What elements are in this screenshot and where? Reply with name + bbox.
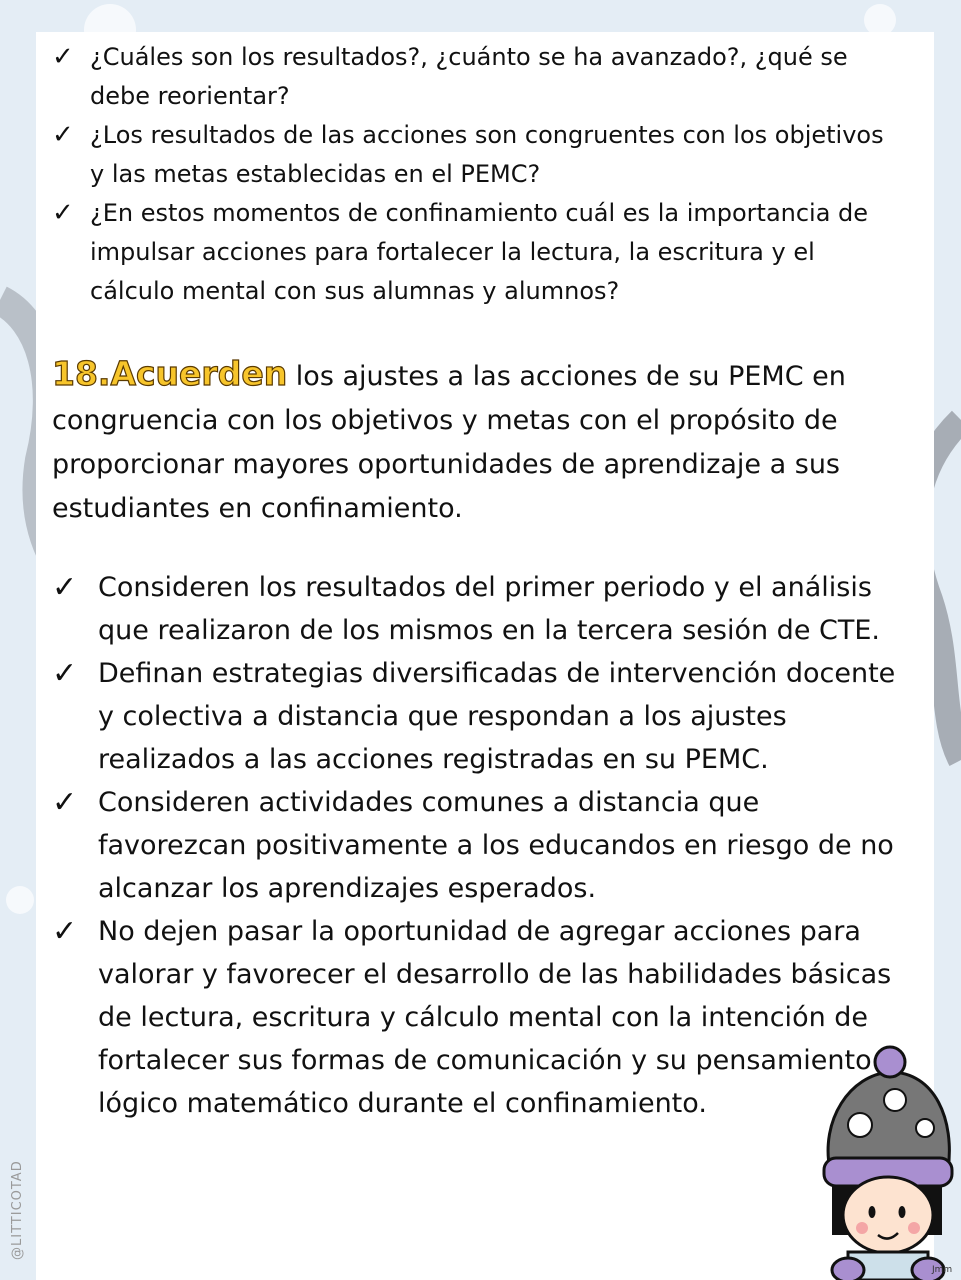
list-item xyxy=(52,781,912,910)
action-text: No dejen pasar la oportunidad de agregar acciones para valorar y favorecer el desarrollo de las habilidades básicas de lectura, escritura y cálculo mental con la intención de fortalecer sus formas de comunicación y su pensamiento lógico matemático durante el confinamiento. xyxy=(98,916,892,1119)
question-text: ¿Cuáles son los resultados?, ¿cuánto se ha avanzado?, ¿qué se debe reorientar? xyxy=(90,43,848,110)
action-text: Consideren actividades comunes a distancia que favorezcan positivamente a los educandos en riesgo de no alcanzar los aprendizajes esperados. xyxy=(98,787,894,904)
action-text: Definan estrategias diversificadas de intervención docente y colectiva a distancia que respondan a los ajustes realizados a las acciones registradas en su PEMC. xyxy=(98,658,896,775)
checkmark-icon: ✓ xyxy=(52,785,78,820)
section-heading xyxy=(52,352,892,531)
list-item xyxy=(52,116,902,194)
action-list xyxy=(52,566,912,1125)
action-text: Consideren los resultados del primer periodo y el análisis que realizaron de los mismos en la tercera sesión de CTE. xyxy=(98,572,880,646)
checkmark-icon: ✓ xyxy=(52,42,74,72)
section-text: los ajustes a las acciones de su PEMC en congruencia con los objetivos y metas con el propósito de proporcionar mayores oportunidades de aprendizaje a sus estudiantes en confinamiento. xyxy=(52,361,846,524)
list-item xyxy=(52,38,902,116)
winter-girl-illustration xyxy=(810,1020,961,1280)
checkmark-icon: ✓ xyxy=(52,656,78,691)
list-item xyxy=(52,910,912,1125)
list-item xyxy=(52,652,912,781)
artist-signature: Jmm xyxy=(932,1265,953,1275)
list-item xyxy=(52,194,902,311)
question-text: ¿En estos momentos de confinamiento cuál es la importancia de impulsar acciones para fortalecer la lectura, la escritura y el cálculo mental con sus alumnas y alumnos? xyxy=(90,199,869,305)
checkmark-icon: ✓ xyxy=(52,198,74,228)
checkmark-icon: ✓ xyxy=(52,570,78,605)
checkmark-icon: ✓ xyxy=(52,120,74,150)
section-lead: 18.Acuerden xyxy=(52,354,288,393)
watermark: @LITTICOTAD xyxy=(10,1160,25,1260)
checkmark-icon: ✓ xyxy=(52,914,78,949)
question-list xyxy=(52,38,902,311)
list-item xyxy=(52,566,912,652)
question-text: ¿Los resultados de las acciones son congruentes con los objetivos y las metas establecidas en el PEMC? xyxy=(90,121,884,188)
